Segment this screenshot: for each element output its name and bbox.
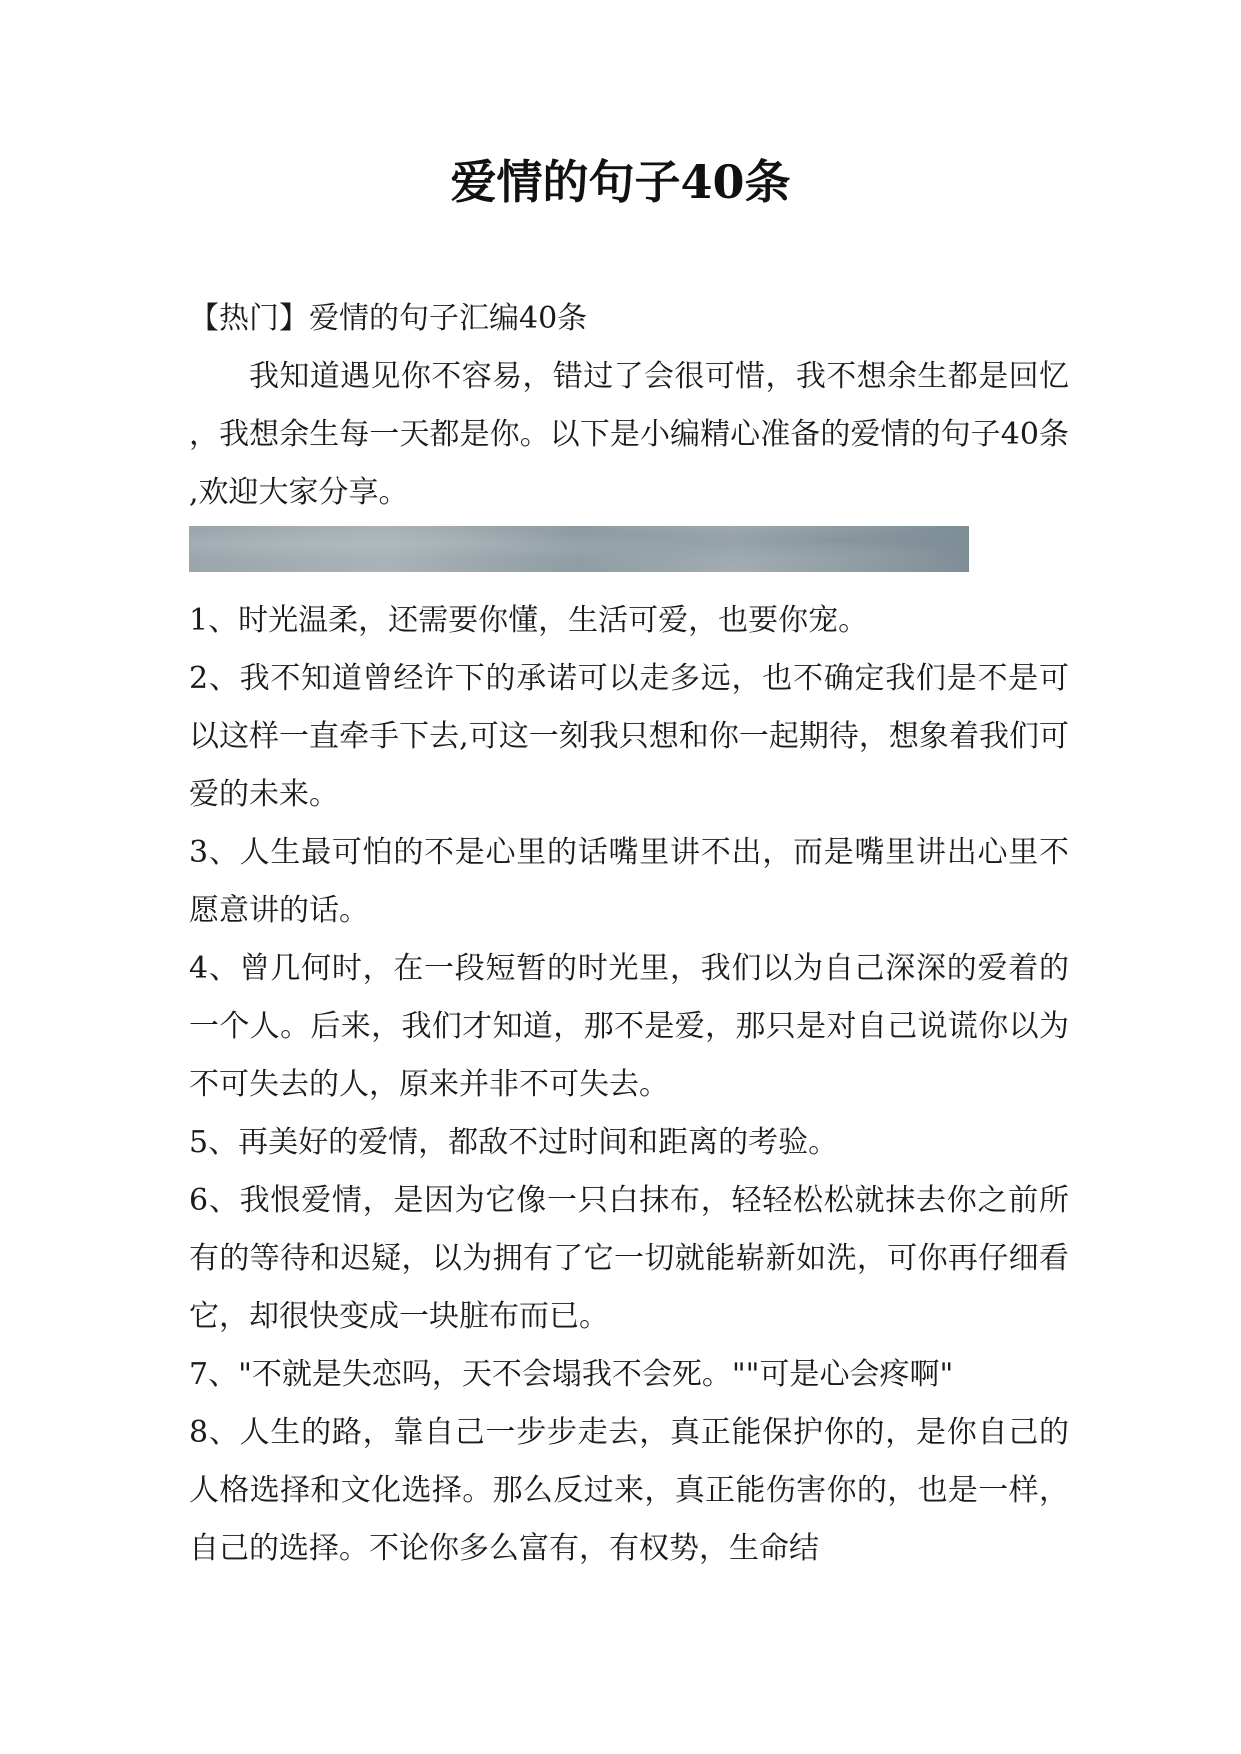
list-item: 3、人生最可怕的不是心里的话嘴里讲不出，而是嘴里讲出心里不愿意讲的话。 (189, 835, 1069, 928)
document-body (189, 290, 1069, 1578)
list-item: 6、我恨爱情，是因为它像一只白抹布，轻轻松松就抹去你之前所有的等待和迟疑，以为拥有了它一切就能崭新如洗，可你再仔细看它，却很快变成一块脏布而已。 (189, 1183, 1069, 1334)
list-item: 5、再美好的爱情，都敌不过时间和距离的考验。 (189, 1125, 839, 1160)
list-item: 7、"不就是失恋吗，天不会塌我不会死。""可是心会疼啊" (189, 1357, 954, 1392)
list-item: 4、曾几何时，在一段短暂的时光里，我们以为自己深深的爱着的一个人。后来，我们才知道，那不是爱，那只是对自己说谎你以为不可失去的人，原来并非不可失去。 (189, 951, 1069, 1102)
intro-paragraph: 我知道遇见你不容易，错过了会很可惜，我不想余生都是回忆，我想余生每一天都是你。以下是小编精心准备的爱情的句子40条,欢迎大家分享。 (189, 359, 1069, 510)
list-item: 1、时光温柔，还需要你懂，生活可爱，也要你宠。 (189, 603, 869, 638)
banner-image (189, 526, 969, 572)
list-item: 2、我不知道曾经许下的承诺可以走多远，也不确定我们是不是可以这样一直牵手下去,可这一刻我只想和你一起期待，想象着我们可爱的未来。 (189, 661, 1069, 812)
document-title: 爱情的句子40条 (450, 155, 791, 209)
document-subtitle: 【热门】爱情的句子汇编40条 (189, 301, 588, 336)
list-item: 8、人生的路，靠自己一步步走去，真正能保护你的，是你自己的人格选择和文化选择。那么反过来，真正能伤害你的，也是一样，自己的选择。不论你多么富有，有权势，生命结 (189, 1415, 1069, 1566)
